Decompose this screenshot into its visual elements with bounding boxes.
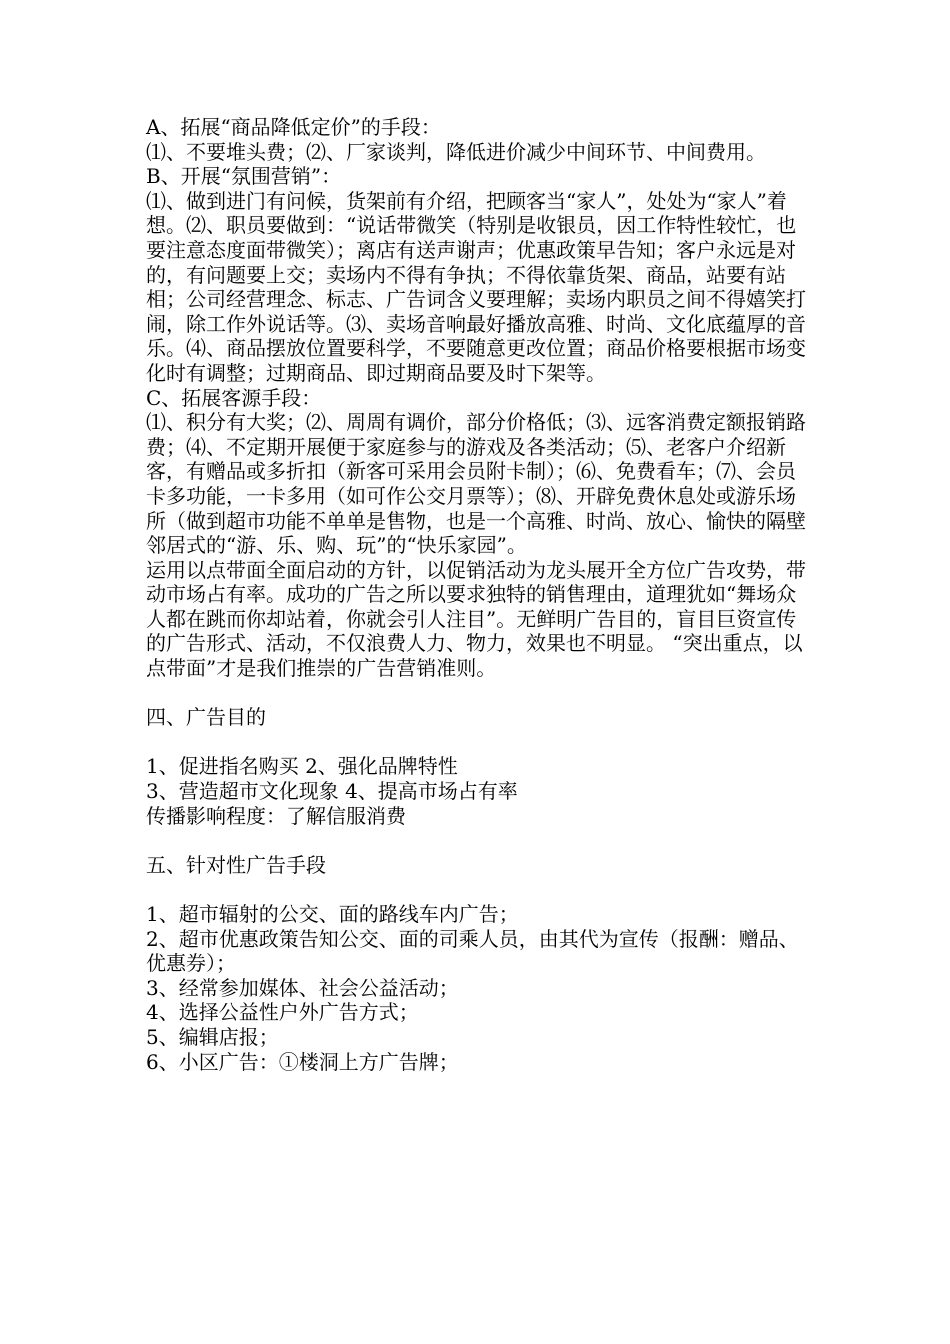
- spacer: [146, 828, 810, 853]
- heading-c: C、拓展客源手段：: [146, 385, 322, 410]
- spacer: [146, 681, 810, 706]
- section-5-line: 3、经常参加媒体、社会公益活动；: [146, 975, 459, 1000]
- section-5-line: 6、小区广告：①楼洞上方广告牌；: [146, 1049, 459, 1074]
- section-5-line: 2、超市优惠政策告知公交、面的司乘人员，由其代为宣传（报酬：赠品、优惠券）；: [146, 926, 799, 976]
- section-4-line: 1、促进指名购买 2、强化品牌特性: [146, 754, 458, 779]
- paragraph-c-content: ⑴、积分有大奖；⑵、周周有调价，部分价格低；⑶、远客消费定额报销路费；⑷、不定期开展便于家庭参与的游戏及各类活动；⑸、老客户介绍新客，有赠品或多折扣（新客可采用会员附卡制）；⑹、免费看车；⑺、会员卡多功能，一卡多用（如可作公交月票等）；⑻、开辟免费休息处或游乐场所（做到超市功能不单单是售物，也是一个高雅、时尚、放心、愉快的隔壁邻居式的“游、乐、购、玩”的“快乐家园”。: [146, 410, 806, 558]
- heading-a: A、拓展“商品降低定价”的手段：: [146, 115, 441, 139]
- section-5-title: 五、针对性广告手段: [146, 852, 326, 877]
- heading-b: B、开展“氛围营销”：: [146, 164, 342, 189]
- paragraph-b-content: ⑴、做到进门有问候，货架前有介绍，把顾客当“家人”，处处为“家人”着想。⑵、职员要做到：“说话带微笑（特别是收银员，因工作特性较忙，也要注意态度面带微笑）；离店有送声谢声；优惠政策早告知；客户永远是对的，有问题要上交；卖场内不得有争执；不得依靠货架、商品，站要有站相；公司经营理念、标志、广告词含义要理解；卖场内职员之间不得嬉笑打闹，除工作外说话等。⑶、卖场音响最好播放高雅、时尚、文化底蕴厚的音乐。⑷、商品摆放位置要科学，不要随意更改位置；商品价格要根据市场变化时有调整；过期商品、即过期商品要及时下架等。: [146, 188, 806, 385]
- section-4-line: 3、营造超市文化现象 4、提高市场占有率: [146, 779, 518, 804]
- section-4-title: 四、广告目的: [146, 705, 266, 730]
- section-5-line: 4、选择公益性户外广告方式；: [146, 1000, 419, 1025]
- paragraph-strategy: 运用以点带面全面启动的方针，以促销活动为龙头展开全方位广告攻势，带动市场占有率。成功的广告之所以要求独特的销售理由，道理犹如“舞场众人都在跳而你却站着，你就会引人注目”。无鲜明广告目的，盲目巨资宣传的广告形式、活动，不仅浪费人力、物力，效果也不明显。 “突出重点，以点带面”才是我们推崇的广告营销准则。: [146, 557, 806, 681]
- section-4-line: 传播影响程度：了解信服消费: [146, 803, 406, 828]
- spacer: [146, 877, 810, 902]
- document-page: [146, 115, 810, 1074]
- paragraph-a-content: ⑴、不要堆头费；⑵、厂家谈判，降低进价减少中间环节、中间费用。: [146, 139, 766, 164]
- section-5-line: 5、编辑店报；: [146, 1024, 279, 1049]
- section-5-line: 1、超市辐射的公交、面的路线车内广告；: [146, 902, 519, 926]
- spacer: [146, 730, 810, 755]
